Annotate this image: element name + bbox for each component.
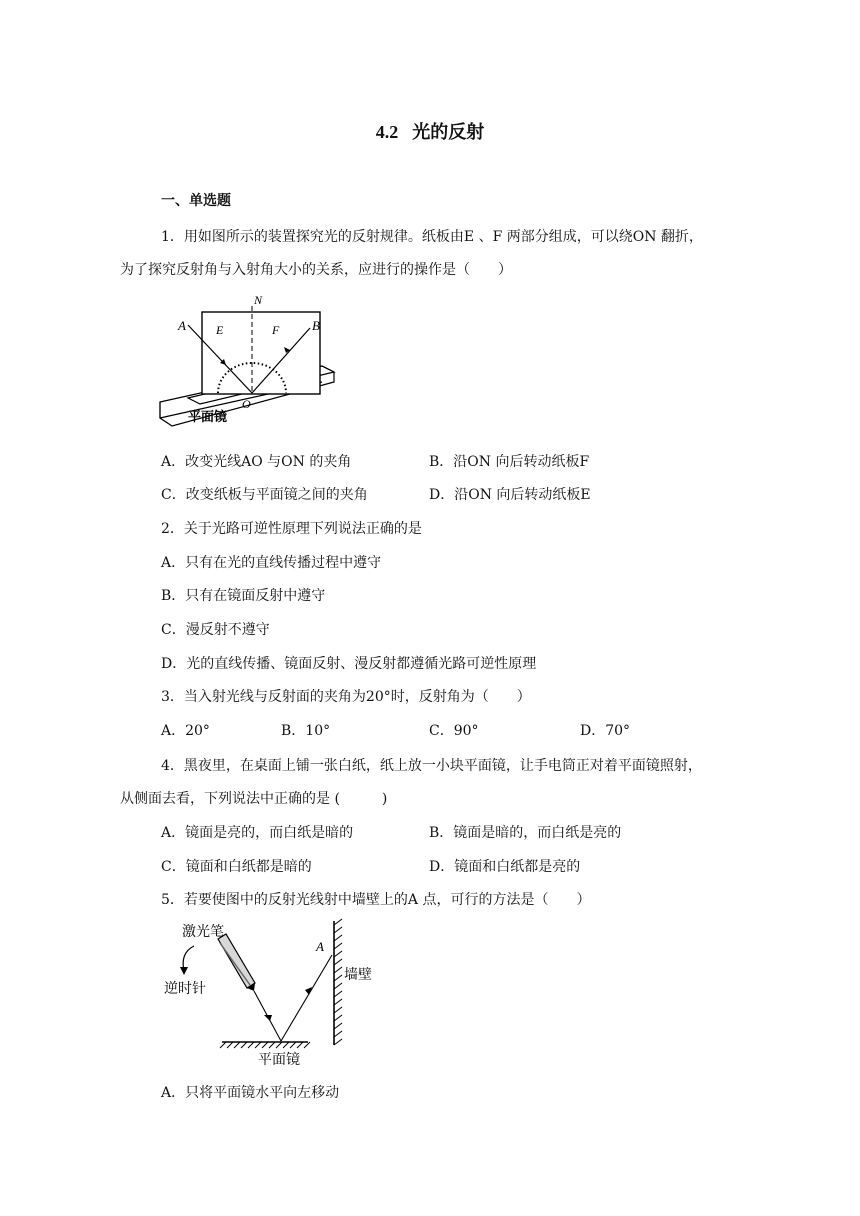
q3-option-a[interactable]: A．20° (161, 723, 210, 739)
q5-stem: 5．若要使图中的反射光线射中墙壁上的A 点，可行的方法是（ ） (161, 892, 591, 908)
page-title (0, 118, 860, 144)
q5-option-a[interactable]: A．只将平面镜水平向左移动 (161, 1085, 340, 1101)
q4-stem-line1: 4．黑夜里，在桌面上铺一张白纸，纸上放一小块平面镜，让手电筒正对着平面镜照射， (161, 758, 702, 774)
q2-option-c[interactable]: C．漫反射不遵守 (161, 622, 270, 638)
q1-label-mirror: 平面镜 (188, 409, 228, 424)
q4-stem-line2: 从侧面去看，下列说法中正确的是 ( ) (120, 791, 388, 807)
q3-option-c[interactable]: C．90° (429, 723, 479, 739)
q5-label-mirror: 平面镜 (258, 1053, 300, 1068)
q1-stem-line1: 1．用如图所示的装置探究光的反射规律。纸板由E 、F 两部分组成，可以绕ON 翻折， (161, 229, 703, 245)
q2-option-b[interactable]: B．只有在镜面反射中遵守 (161, 588, 326, 604)
q5-label-wall: 墙壁 (344, 968, 372, 983)
q4-option-d[interactable]: D．镜面和白纸都是亮的 (429, 859, 581, 875)
q1-label-B: B (312, 318, 320, 333)
q5-label-ccw: 逆时针 (164, 982, 206, 997)
q1-label-O: O (242, 397, 251, 411)
q2-option-d[interactable]: D．光的直线传播、镜面反射、漫反射都遵循光路可逆性原理 (161, 656, 537, 672)
q1-reflection-figure (150, 290, 350, 430)
q3-option-b[interactable]: B．10° (281, 723, 331, 739)
title-text: 光的反射 (412, 122, 485, 142)
q4-option-b[interactable]: B．镜面是暗的，而白纸是亮的 (429, 825, 622, 841)
q1-option-c[interactable]: C．改变纸板与平面镜之间的夹角 (161, 487, 368, 503)
q5-reflected-ray (281, 955, 332, 1041)
q2-stem: 2．关于光路可逆性原理下列说法正确的是 (161, 521, 422, 537)
q5-label-A: A (316, 939, 324, 954)
q2-option-a[interactable]: A．只有在光的直线传播过程中遵守 (161, 555, 382, 571)
q1-option-a[interactable]: A．改变光线AO 与ON 的夹角 (161, 454, 352, 470)
q4-option-a[interactable]: A．镜面是亮的，而白纸是暗的 (161, 825, 354, 841)
q3-option-d[interactable]: D．70° (580, 723, 631, 739)
q5-label-laser: 激光笔 (182, 925, 224, 940)
q1-label-A: A (178, 318, 186, 333)
q4-option-c[interactable]: C．镜面和白纸都是暗的 (161, 859, 312, 875)
q1-label-F: F (272, 323, 280, 337)
title-number: 4.2 (375, 122, 399, 142)
q1-stem-line2: 为了探究反射角与入射角大小的关系，应进行的操作是（ ） (120, 262, 512, 278)
q5-laser-figure (158, 915, 388, 1070)
q1-option-b[interactable]: B．沿ON 向后转动纸板F (429, 454, 590, 470)
q3-stem: 3．当入射光线与反射面的夹角为20°时，反射角为（ ） (161, 689, 531, 705)
q1-option-d[interactable]: D．沿ON 向后转动纸板E (429, 487, 591, 503)
section-heading: 一、单选题 (161, 193, 231, 209)
q1-label-N: N (254, 293, 263, 307)
q1-label-E: E (216, 323, 224, 337)
q5-laser-pen (218, 934, 255, 988)
